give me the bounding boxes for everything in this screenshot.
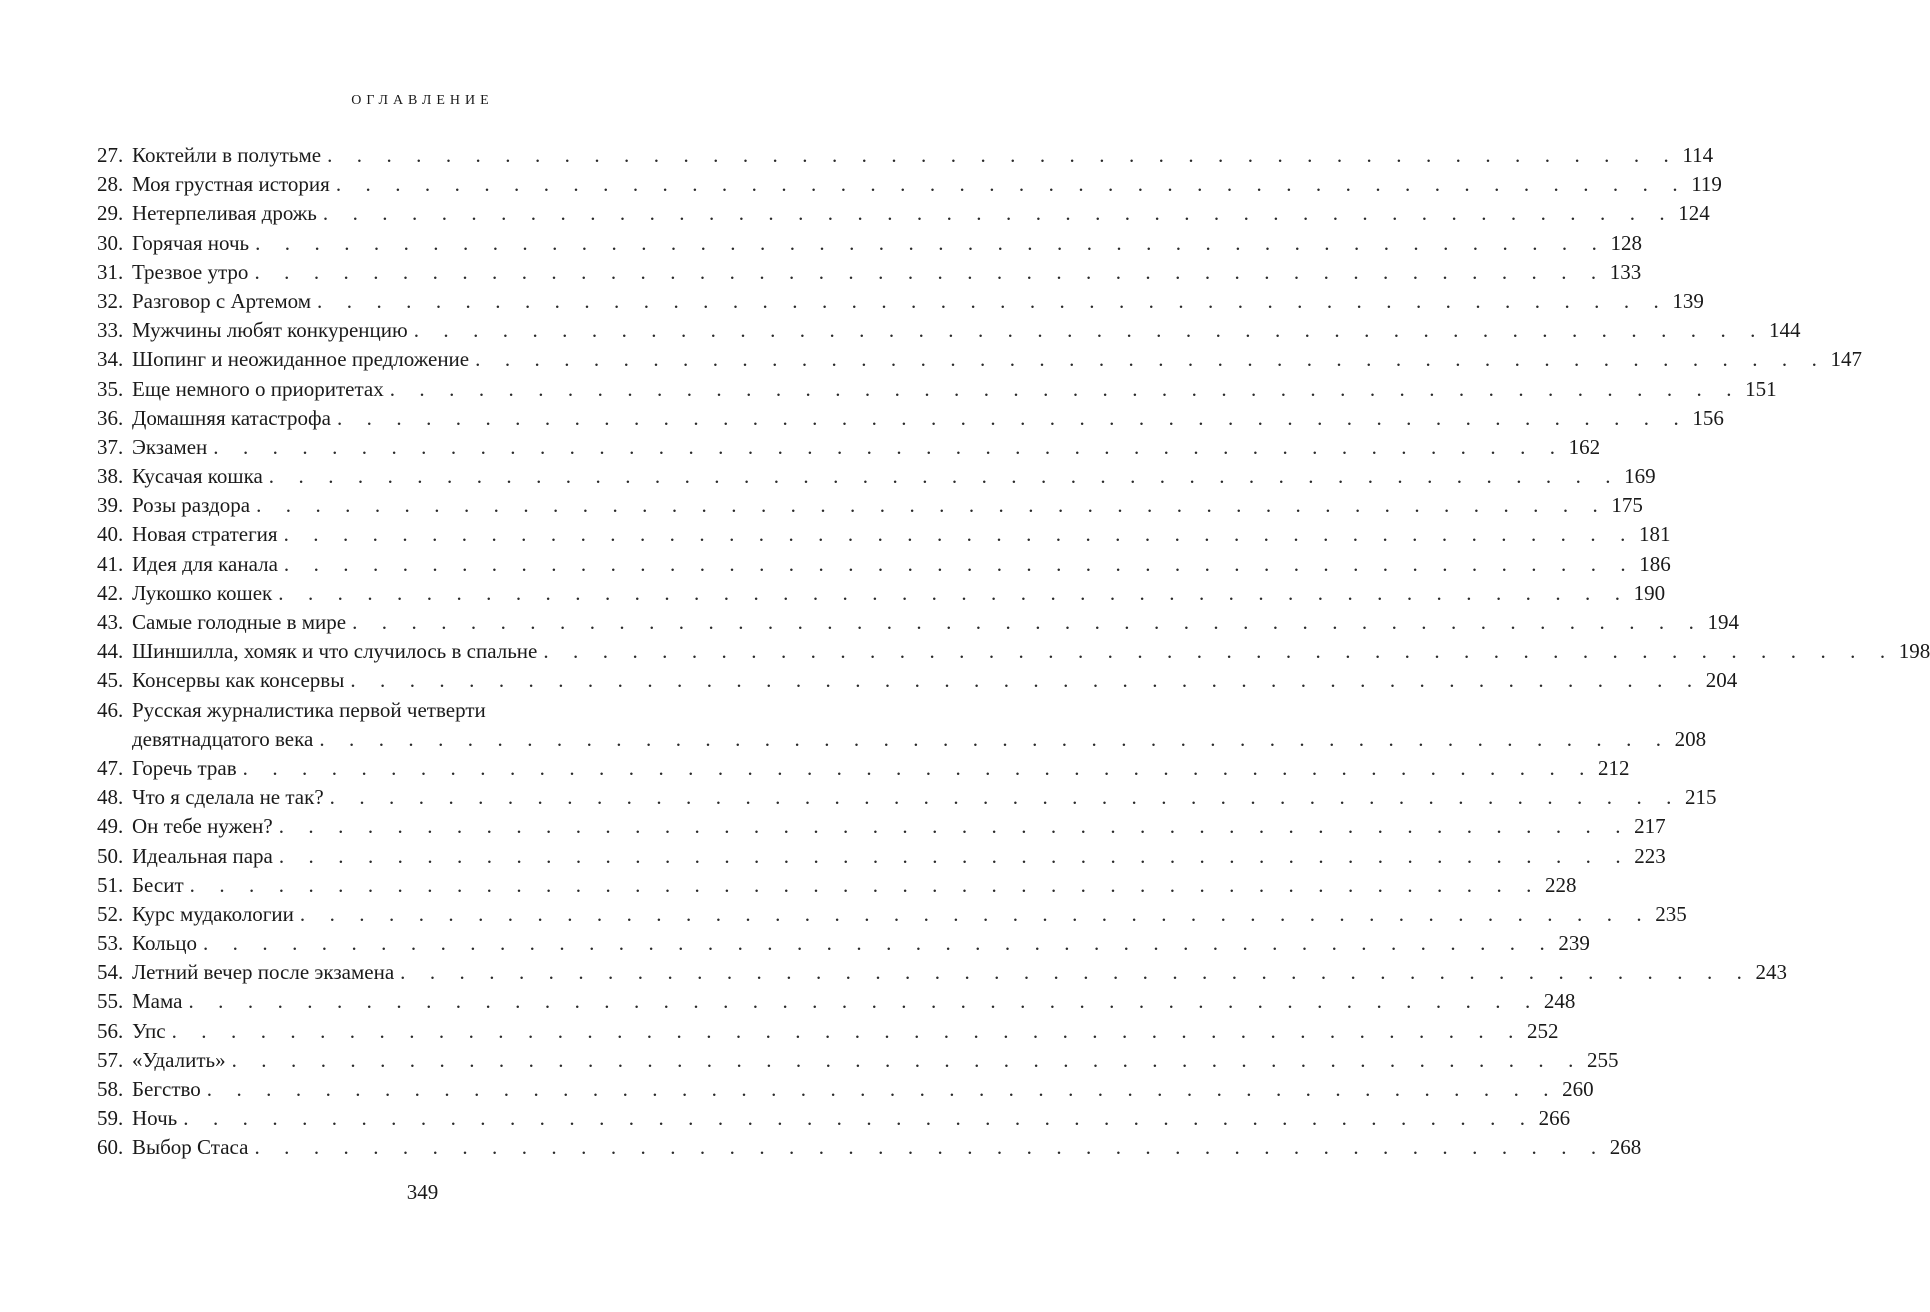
dot-leader: . . . . . . . . . . . . . . . . . . . . . . . . . . . . . . . . . . . . . . . . . . . . . . (268, 464, 1621, 489)
chapter-title: Он тебе нужен? (132, 814, 273, 839)
chapter-number: 57. (97, 1047, 129, 1072)
toc-entry (97, 375, 1777, 404)
chapter-number: 44. (97, 639, 129, 664)
chapter-page: 228 (1545, 872, 1577, 897)
toc-entry (97, 1133, 1642, 1162)
chapter-number: 33. (97, 318, 129, 343)
toc-entry (97, 520, 1671, 549)
dot-leader: . . . . . . . . . . . . . . . . . . . . . . . . . . . . . . . . . . . . . . . . . . . . . . (254, 1135, 1606, 1160)
toc-entry (97, 666, 1738, 695)
chapter-page: 208 (1674, 726, 1707, 751)
toc-entry-continuation (97, 725, 1707, 754)
chapter-page: 147 (1830, 347, 1862, 372)
dot-leader: . . . . . . . . . . . . . . . . . . . . . . . . . . . . . . . . . . . . . . . . . . . . . . (322, 201, 1675, 226)
dot-leader: . . . . . . . . . . . . . . . . . . . . . . . . . . . . . . . . . . . . . . . . . . . . . . (543, 639, 1895, 664)
dot-leader: . . . . . . . . . . . . . . . . . . . . . . . . . . . . . . . . . . . . . . . . . . . . . . (183, 1106, 1535, 1131)
chapter-number: 51. (97, 872, 129, 897)
toc-entry (97, 900, 1687, 929)
chapter-page: 223 (1634, 843, 1666, 868)
chapter-number: 27. (97, 143, 129, 167)
chapter-page: 243 (1755, 960, 1788, 985)
chapter-title: «Удалить» (132, 1047, 226, 1072)
chapter-number: 36. (97, 405, 129, 430)
page-number: 349 (406, 1180, 439, 1204)
chapter-page: 190 (1633, 580, 1666, 605)
chapter-number: 39. (97, 493, 129, 518)
toc-entry (97, 842, 1666, 871)
toc-entry (97, 783, 1717, 812)
chapter-title: Идея для канала (132, 551, 278, 576)
toc-entry (97, 812, 1666, 841)
chapter-number: 60. (97, 1135, 129, 1160)
dot-leader: . . . . . . . . . . . . . . . . . . . . . . . . . . . . . . . . . . . . . . . . . . . . . . (350, 668, 1702, 693)
dot-leader: . . . . . . . . . . . . . . . . . . . . . . . . . . . . . . . . . . . . . . . . . . . . . . (475, 347, 1827, 372)
chapter-title: Лукошко кошек (132, 580, 273, 605)
toc-entry (97, 462, 1656, 491)
dot-leader: . . . . . . . . . . . . . . . . . . . . . . . . . . . . . . . . . . . . . . . . . . . . . . (171, 1018, 1523, 1043)
chapter-page: 266 (1538, 1106, 1571, 1131)
chapter-number: 35. (97, 376, 129, 401)
dot-leader: . . . . . . . . . . . . . . . . . . . . . . . . . . . . . . . . . . . . . . . . . . . . . . (213, 434, 1565, 459)
chapter-title: Бесит (132, 872, 184, 897)
chapter-number: 49. (97, 814, 129, 839)
chapter-number: 30. (97, 230, 129, 255)
chapter-page: 186 (1639, 551, 1671, 576)
dot-leader: . . . . . . . . . . . . . . . . . . . . . . . . . . . . . . . . . . . . . . . . . . . . . . (319, 726, 1671, 751)
chapter-page: 175 (1611, 493, 1643, 518)
dot-leader: . . . . . . . . . . . . . . . . . . . . . . . . . . . . . . . . . . . . . . . . . . . . . . (255, 230, 1607, 255)
chapter-page: 215 (1685, 785, 1717, 810)
dot-leader: . . . . . . . . . . . . . . . . . . . . . . . . . . . . . . . . . . . . . . . . . . . . . . (329, 785, 1682, 810)
dot-leader: . . . . . . . . . . . . . . . . . . . . . . . . . . . . . . . . . . . . . . . . . . . . . . (278, 843, 1631, 868)
dot-leader: . . . . . . . . . . . . . . . . . . . . . . . . . . . . . . . . . . . . . . . . . . . . . . (317, 288, 1669, 313)
chapter-number: 53. (97, 931, 129, 956)
dot-leader: . . . . . . . . . . . . . . . . . . . . . . . . . . . . . . . . . . . . . . . . . . . . . . (256, 493, 1608, 518)
dot-leader: . . . . . . . . . . . . . . . . . . . . . . . . . . . . . . . . . . . . . . . . . . . . . . (206, 1077, 1559, 1101)
chapter-number: 41. (97, 551, 129, 576)
chapter-title: Консервы как консервы (132, 668, 345, 693)
chapter-page: 139 (1672, 288, 1704, 313)
chapter-title: Летний вечер после экзамена (132, 960, 395, 985)
dot-leader: . . . . . . . . . . . . . . . . . . . . . . . . . . . . . . . . . . . . . . . . . . . . . . (400, 960, 1752, 985)
chapter-title: Курс мудакологии (132, 901, 294, 926)
dot-leader: . . . . . . . . . . . . . . . . . . . . . . . . . . . . . . . . . . . . . . . . . . . . . . (299, 901, 1652, 926)
chapter-number: 56. (97, 1018, 129, 1043)
toc-entry (97, 1046, 1619, 1075)
dot-leader: . . . . . . . . . . . . . . . . . . . . . . . . . . . . . . . . . . . . . . . . . . . . . . (188, 989, 1540, 1014)
toc-entry (97, 287, 1704, 316)
toc-entry (97, 199, 1710, 228)
toc-entry (97, 404, 1724, 433)
chapter-title: Упс (132, 1018, 166, 1043)
dot-leader: . . . . . . . . . . . . . . . . . . . . . . . . . . . . . . . . . . . . . . . . . . . . . . (336, 405, 1689, 430)
toc-entry (97, 491, 1643, 520)
chapter-title: Идеальная пара (132, 843, 273, 868)
chapter-title: Экзамен (132, 434, 208, 459)
chapter-number: 59. (97, 1106, 129, 1131)
chapter-page: 119 (1691, 172, 1722, 197)
toc-entry (97, 229, 1642, 258)
chapter-number: 34. (97, 347, 129, 372)
toc-entry (97, 141, 1714, 170)
chapter-title: Домашняя катастрофа (132, 405, 331, 430)
chapter-title: Мама (132, 989, 183, 1014)
page-heading: ОГЛАВЛЕНИЕ (351, 93, 494, 108)
chapter-page: 212 (1598, 755, 1630, 780)
chapter-number: 45. (97, 668, 129, 693)
chapter-number: 46. (97, 697, 129, 722)
chapter-page: 144 (1769, 318, 1801, 343)
toc-entry (97, 958, 1788, 987)
dot-leader: . . . . . . . . . . . . . . . . . . . . . . . . . . . . . . . . . . . . . . . . . . . . . . (278, 814, 1631, 839)
chapter-page: 169 (1624, 464, 1656, 489)
dot-leader: . . . . . . . . . . . . . . . . . . . . . . . . . . . . . . . . . . . . . . . . . . . . . . (283, 551, 1636, 576)
toc-entry (97, 608, 1739, 637)
chapter-title: Мужчины любят конкуренцию (132, 318, 408, 343)
toc-entry (97, 1017, 1559, 1046)
chapter-page: 255 (1586, 1047, 1619, 1072)
chapter-number: 58. (97, 1077, 129, 1101)
chapter-title: Разговор с Артемом (132, 288, 312, 313)
chapter-page: 239 (1558, 931, 1590, 956)
dot-leader: . . . . . . . . . . . . . . . . . . . . . . . . . . . . . . . . . . . . . . . . . . . . . . (389, 376, 1742, 401)
chapter-number: 29. (97, 201, 129, 226)
chapter-title: Шиншилла, хомяк и что случилось в спальне (132, 639, 538, 664)
chapter-page: 268 (1609, 1135, 1642, 1160)
chapter-title: Бегство (132, 1077, 201, 1101)
chapter-page: 151 (1745, 376, 1777, 401)
chapter-number: 52. (97, 901, 129, 926)
toc-entry (97, 1075, 1594, 1104)
chapter-title: Горячая ночь (132, 230, 250, 255)
chapter-number: 48. (97, 785, 129, 810)
chapter-page: 204 (1705, 668, 1738, 693)
chapter-title: Коктейли в полутьме (132, 143, 322, 167)
toc-entry (97, 550, 1671, 579)
toc-entry (97, 258, 1642, 287)
chapter-number: 28. (97, 172, 129, 197)
chapter-page: 114 (1682, 143, 1714, 167)
table-of-contents (97, 141, 1930, 1163)
dot-leader: . . . . . . . . . . . . . . . . . . . . . . . . . . . . . . . . . . . . . . . . . . . . . . (242, 755, 1595, 780)
chapter-title: Ночь (132, 1106, 178, 1131)
chapter-page: 162 (1568, 434, 1601, 459)
chapter-page: 128 (1610, 230, 1642, 255)
dot-leader: . . . . . . . . . . . . . . . . . . . . . . . . . . . . . . . . . . . . . . . . . . . . . . (413, 318, 1766, 343)
dot-leader: . . . . . . . . . . . . . . . . . . . . . . . . . . . . . . . . . . . . . . . . . . . . . . (352, 610, 1704, 634)
toc-entry (97, 929, 1590, 958)
chapter-number: 32. (97, 288, 129, 313)
toc-entry (97, 871, 1577, 900)
chapter-title: Нетерпеливая дрожь (132, 201, 317, 226)
chapter-title: Горечь трав (132, 755, 237, 780)
chapter-title-continuation: девятнадцатого века (132, 726, 314, 751)
chapter-title: Моя грустная история (132, 172, 330, 197)
dot-leader: . . . . . . . . . . . . . . . . . . . . . . . . . . . . . . . . . . . . . . . . . . . . . . (254, 259, 1606, 284)
chapter-page: 194 (1707, 610, 1739, 634)
toc-entry (97, 987, 1576, 1016)
chapter-title: Выбор Стаса (132, 1135, 249, 1160)
chapter-number: 40. (97, 522, 129, 547)
chapter-title: Кольцо (132, 931, 197, 956)
chapter-title: Что я сделала не так? (132, 785, 324, 810)
chapter-page: 156 (1692, 405, 1724, 430)
toc-entry (97, 316, 1801, 345)
chapter-number: 37. (97, 434, 129, 459)
chapter-number: 54. (97, 960, 129, 985)
chapter-page: 260 (1562, 1077, 1594, 1101)
chapter-page: 124 (1678, 201, 1710, 226)
toc-entry (97, 345, 1862, 374)
toc-entry (97, 579, 1666, 608)
dot-leader: . . . . . . . . . . . . . . . . . . . . . . . . . . . . . . . . . . . . . . . . . . . . . . (189, 872, 1541, 897)
dot-leader: . . . . . . . . . . . . . . . . . . . . . . . . . . . . . . . . . . . . . . . . . . . . . . (202, 931, 1555, 956)
chapter-page: 235 (1655, 901, 1687, 926)
chapter-title: Новая стратегия (132, 522, 278, 547)
chapter-page: 198 (1898, 639, 1930, 664)
dot-leader: . . . . . . . . . . . . . . . . . . . . . . . . . . . . . . . . . . . . . . . . . . . . . . (335, 172, 1688, 197)
toc-entry (97, 170, 1722, 199)
chapter-title: Трезвое утро (132, 259, 249, 284)
chapter-page: 133 (1609, 259, 1642, 284)
chapter-number: 43. (97, 610, 129, 634)
chapter-page: 181 (1638, 522, 1671, 547)
toc-entry (97, 637, 1930, 666)
chapter-number: 55. (97, 989, 129, 1014)
chapter-title: Розы раздора (132, 493, 251, 518)
chapter-number: 42. (97, 580, 129, 605)
chapter-number: 47. (97, 755, 129, 780)
chapter-page: 217 (1634, 814, 1666, 839)
chapter-number: 31. (97, 259, 129, 284)
toc-entry (97, 754, 1630, 783)
chapter-page: 248 (1543, 989, 1576, 1014)
toc-entry (97, 433, 1601, 462)
chapter-title: Еще немного о приоритетах (132, 376, 384, 401)
chapter-title: Самые голодные в мире (132, 610, 347, 634)
chapter-title: Шопинг и неожиданное предложение (132, 347, 470, 372)
chapter-title: Кусачая кошка (132, 464, 263, 489)
toc-entry (97, 696, 707, 725)
dot-leader: . . . . . . . . . . . . . . . . . . . . . . . . . . . . . . . . . . . . . . . . . . . . . . (283, 522, 1635, 547)
chapter-title: Русская журналистика первой четверти (132, 697, 486, 722)
chapter-page: 252 (1526, 1018, 1559, 1043)
toc-entry (97, 1104, 1571, 1133)
dot-leader: . . . . . . . . . . . . . . . . . . . . . . . . . . . . . . . . . . . . . . . . . . . . . . (278, 580, 1630, 605)
chapter-number: 38. (97, 464, 129, 489)
dot-leader: . . . . . . . . . . . . . . . . . . . . . . . . . . . . . . . . . . . . . . . . . . . . . . (231, 1047, 1583, 1072)
chapter-number: 50. (97, 843, 129, 868)
dot-leader: . . . . . . . . . . . . . . . . . . . . . . . . . . . . . . . . . . . . . . . . . . . . . . (327, 143, 1679, 167)
